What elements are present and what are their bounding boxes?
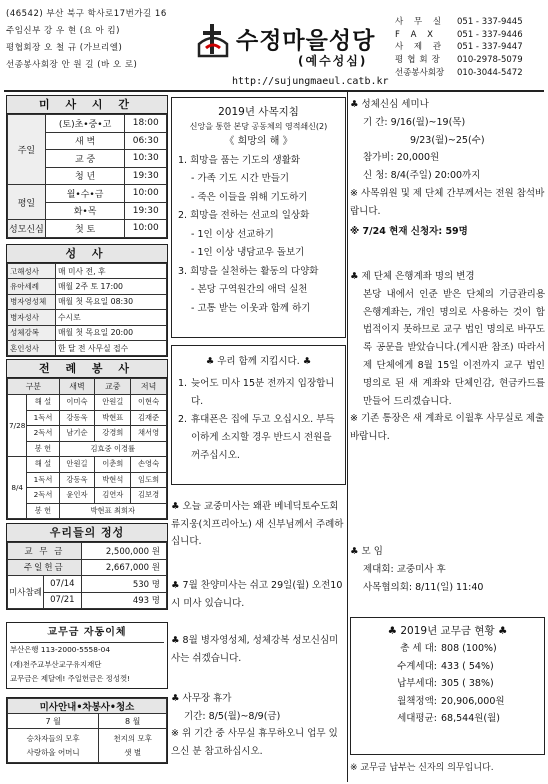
mv-month: 7 월	[8, 714, 99, 729]
dues-value: 433 ( 54%)	[441, 660, 494, 672]
offering-value: 2,500,000 원	[81, 543, 166, 560]
meeting-row: 제대회: 교중미사 후	[363, 563, 446, 575]
notice-extra: 기간: 8/5(월)~8/9(금)	[184, 710, 281, 722]
offering-label: 주일헌금	[8, 559, 82, 576]
dues-label: 세대평균:	[397, 713, 437, 725]
column-divider	[347, 92, 348, 782]
dues-value: 68,544원(월)	[441, 713, 501, 725]
mass-time: 10:30	[125, 150, 167, 168]
duty-cell: 박현표	[95, 410, 131, 426]
policy-subitem: - 고통 받는 이웃과 함께 하기	[191, 302, 311, 314]
duty-cell: 임도희	[131, 472, 167, 488]
period-label: 기 간:	[363, 116, 388, 128]
mass-time: 06:30	[125, 132, 167, 150]
duty-cell: 강동욱	[59, 472, 95, 488]
parish-title: 수정마을성당	[236, 28, 376, 54]
dues-value: 20,906,000원	[441, 695, 505, 707]
sacrament-label: 고해성사	[8, 264, 56, 279]
bank-title: ♣ 제 단체 은행계좌 명의 변경	[350, 271, 475, 282]
church-logo-icon	[197, 22, 229, 58]
duty-cell: 윤인자	[59, 488, 95, 504]
duty-date: 8/4	[8, 457, 27, 519]
seminar-note: ※ 사목위원 및 제 단체 간부께서는 전원 참석바랍니다.	[350, 187, 545, 217]
duty-cell: 남기순	[59, 426, 95, 442]
duty-date: 7/28	[8, 395, 27, 457]
duty-cell: 김보경	[131, 488, 167, 504]
dues-status	[350, 617, 545, 755]
duty-cell: 김재준	[131, 410, 167, 426]
mass-title: 미 사 시 간	[7, 96, 167, 114]
dues-label: 납부세대:	[397, 678, 437, 690]
attendance-value: 493 명	[81, 592, 166, 609]
duty-cell: 이미숙	[59, 395, 95, 411]
duty-header: 새벽	[59, 379, 95, 395]
seminar-period	[350, 114, 545, 132]
seminar-note: ※ 7/24 현재 신청자: 59명	[350, 225, 468, 237]
sacraments	[6, 244, 168, 357]
contact-council: 평협회장 010-2978-5079	[395, 55, 523, 66]
dues-label: 수계세대:	[397, 660, 437, 672]
seminar-title: ♣ 성체신심 세미나	[350, 99, 429, 110]
mv-value: 승차자들의 모후 사랑하올 어머니	[8, 729, 99, 763]
bank-notice	[350, 268, 545, 446]
notice-4	[171, 690, 346, 760]
promise-number: 2.	[178, 414, 188, 425]
duty-role: 해 설	[27, 457, 59, 473]
weekday-label: 평일	[8, 185, 46, 220]
offerings	[6, 523, 168, 610]
mass-time: 19:30	[125, 202, 167, 220]
policy-title: 2019년 사목지침	[218, 106, 299, 118]
mass-time: 19:30	[125, 167, 167, 185]
sunday-label: 주일	[8, 115, 46, 185]
sacrament-value: 매 미사 전, 후	[56, 264, 167, 279]
policy-subtitle: 신앙을 통한 본당 공동체의 영적쇄신(2)	[189, 122, 328, 131]
duty-role: 해 설	[27, 395, 59, 411]
offering-label: 교 무 금	[8, 543, 82, 560]
attendance-date: 07/21	[44, 592, 82, 609]
duty-title: 전 례 봉 사	[7, 360, 167, 378]
duty-cell: 김연자	[95, 488, 131, 504]
attendance-label: 미사참례	[8, 576, 44, 609]
sacrament-label: 혼인성사	[8, 340, 56, 355]
sacrament-label: 유아세례	[8, 279, 56, 294]
transfer-note: 교무금은 제달에! 주일헌금은 정성껏!	[10, 674, 131, 683]
policy-item: 3. 희망을 실천하는 활동의 다양화	[178, 265, 319, 277]
policy-subitem: - 본당 구역원간의 애덕 실천	[191, 284, 308, 295]
address: (46542) 부산 북구 학사로17번가길 16	[6, 9, 167, 19]
duty-role: 봉 헌	[27, 441, 59, 457]
mass-name: 새 벽	[45, 132, 125, 150]
bank-note: ※ 기존 통장은 새 계좌로 이월후 사무실로 제출바랍니다.	[350, 413, 545, 443]
duty-role: 봉 헌	[27, 503, 59, 519]
council-chair: 평협회장 오 철 규 (가브리엘)	[6, 43, 123, 53]
sacrament-value: 매월 2주 토 17:00	[56, 279, 167, 294]
header-divider	[4, 90, 544, 92]
duty-cell: 강경희	[95, 426, 131, 442]
period-1: 9/16(월)~19(목)	[390, 116, 466, 128]
duty-header: 구분	[8, 379, 60, 395]
mv-title: 미사안내•차봉사•청소	[8, 699, 167, 714]
promise-text: 늦어도 미사 15분 전까지 입장합니다.	[191, 378, 335, 407]
duty-cell: 박현표 최희자	[59, 503, 166, 519]
bank-body: 본당 내에서 인준 받은 단체의 기금관리용 은행계좌는, 개인 명의로 사용하는 것이 합법적이지 못하므로 교구 법인 명의로 바꾸도록 공문을 받았습니다.(게시판 참조) 따라서 제 단체에게 8월 15일 이전까지 교구 법인 명의로 된 새 계좌와 단체인감, 현금카드를 만들어 드리겠습니다.	[363, 288, 545, 407]
mass-name: 첫 토	[45, 220, 125, 238]
meeting-row: 사목협의회: 8/11(일) 11:40	[363, 581, 484, 593]
policy-subitem: - 1인 이상 냉담교우 돌보기	[191, 247, 305, 258]
policy-subitem: - 1인 이상 선교하기	[191, 228, 274, 240]
contact-fax: F A X 051 - 337-9446	[395, 29, 523, 40]
contact-mission: 선종봉사회장 010-3044-5472	[395, 67, 523, 78]
sacrament-value: 한 달 전 사무실 접수	[56, 340, 167, 355]
offering-value: 2,667,000 원	[81, 559, 166, 576]
dues-title: ♣ 2019년 교무금 현황 ♣	[387, 625, 508, 637]
dues-label: 총 세 대:	[400, 643, 437, 655]
seminar-fee: 참가비: 20,000원	[363, 152, 440, 164]
offerings-title: 우리들의 정성	[7, 524, 167, 542]
policy-subitem: - 가족 기도 시간 만들기	[191, 173, 290, 184]
liturgy-duty	[6, 359, 168, 520]
dues-value: 305 ( 38%)	[441, 678, 494, 690]
promise-number: 1.	[178, 378, 188, 389]
auto-transfer	[6, 622, 168, 689]
mv-value: 천지의 모후 샛 별	[99, 729, 167, 763]
mass-name: 월•수•금	[45, 185, 125, 203]
duty-cell: 안원길	[59, 457, 95, 473]
mass-time: 10:00	[125, 185, 167, 203]
dues-label: 월책정액:	[397, 695, 437, 707]
sacrament-value: 매월 첫 목요일 20:00	[56, 325, 167, 340]
transfer-holder: (재)천주교부산교구유지재단	[10, 659, 102, 669]
mv-month: 8 월	[99, 714, 167, 729]
duty-cell: 박현석	[95, 472, 131, 488]
duty-cell: 김효중 이경률	[59, 441, 166, 457]
duty-cell: 손영숙	[131, 457, 167, 473]
meeting-title: ♣ 모 임	[350, 546, 383, 557]
sacrament-value: 매월 첫 목요일 08:30	[56, 294, 167, 309]
parish-subtitle: (예수성심)	[298, 54, 368, 68]
sacrament-label: 성체강복	[8, 325, 56, 340]
contact-office: 사 무 실 051 - 337-9445	[395, 17, 523, 27]
duty-cell: 이현숙	[131, 395, 167, 411]
mass-name: 교 중	[45, 150, 125, 168]
notice-title: ♣ 사무장 휴가	[171, 693, 232, 704]
duty-header: 저녁	[131, 379, 167, 395]
contact-rectory: 사 제 관 051 - 337-9447	[395, 42, 523, 53]
duty-role: 1독서	[27, 472, 59, 488]
contact-list	[395, 16, 547, 80]
attendance-date: 07/14	[44, 576, 82, 593]
pastor: 주임신부 강 우 현 (요 아 킴)	[6, 26, 120, 36]
policy-item: 2. 희망을 전하는 선교의 일상화	[178, 210, 310, 221]
duty-role: 2독서	[27, 426, 59, 442]
header-info	[6, 6, 166, 74]
duty-cell: 이춘희	[95, 457, 131, 473]
mass-times	[6, 95, 168, 239]
duty-cell: 채서영	[131, 426, 167, 442]
promise-box	[171, 345, 346, 485]
mass-name: (토)초•중•고	[45, 115, 125, 133]
policy-item: 1. 희망을 품는 기도의 생활화	[178, 154, 301, 166]
transfer-account: 부산은행 113-2000-5558-04	[10, 645, 111, 654]
sacraments-title: 성 사	[7, 245, 167, 263]
sacrament-label: 병자성사	[8, 310, 56, 325]
dues-value: 808 (100%)	[441, 643, 497, 655]
transfer-title: 교무금 자동이체	[10, 624, 164, 643]
policy-subitem: - 죽은 이들을 위해 기도하기	[191, 191, 308, 203]
dues-note: ※ 교무금 납부는 신자의 의무입니다.	[350, 763, 494, 773]
parish-url[interactable]: http://sujungmaeul.catb.kr	[232, 76, 389, 87]
notice-1: ♣ 오늘 교중미사는 왜관 베네딕토수도회 류지웅(치프리아노) 새 신부님께서 주례하십니다.	[171, 501, 344, 547]
duty-role: 1독서	[27, 410, 59, 426]
notice-3: ♣ 8월 병자영성체, 성체강복 성모신심미사는 쉬겠습니다.	[171, 635, 339, 664]
mass-time: 10:00	[125, 220, 167, 238]
policy-motto: 《 희망의 해 》	[224, 136, 293, 147]
notice-2: ♣ 7월 찬양미사는 쉬고 29일(월) 오전10시 미사 있습니다.	[171, 580, 343, 609]
duty-cell: 강동욱	[59, 410, 95, 426]
duty-role: 2독서	[27, 488, 59, 504]
meetings	[350, 543, 545, 596]
notice-extra: ※ 위 기간 중 사무실 휴무하오니 업무 있으신 분 참고하십시오.	[171, 728, 338, 757]
duty-header: 교중	[95, 379, 131, 395]
hour-label: 성모신심	[8, 220, 46, 238]
mass-name: 화•목	[45, 202, 125, 220]
seminar-apply: 신 청: 8/4(주일) 20:00까지	[363, 170, 481, 182]
promise-title: ♣ 우리 함께 지킵시다. ♣	[205, 356, 312, 367]
mass-guide	[6, 697, 168, 764]
pastoral-policy	[171, 97, 346, 338]
sacrament-label: 병자영성체	[8, 294, 56, 309]
duty-cell: 안원길	[95, 395, 131, 411]
promise-text: 휴대폰은 집에 두고 오십시오. 부득이하게 소지할 경우 반드시 전원을 꺼주십시오.	[191, 414, 335, 461]
sacrament-value: 수시로	[56, 310, 167, 325]
mission-chair: 선종봉사회장 안 원 길 (바 오 로)	[6, 60, 138, 70]
attendance-value: 530 명	[81, 576, 166, 593]
mass-time: 18:00	[125, 115, 167, 133]
seminar	[350, 96, 545, 240]
period-2: 9/23(월)~25(수)	[410, 134, 485, 146]
mass-name: 청 년	[45, 167, 125, 185]
